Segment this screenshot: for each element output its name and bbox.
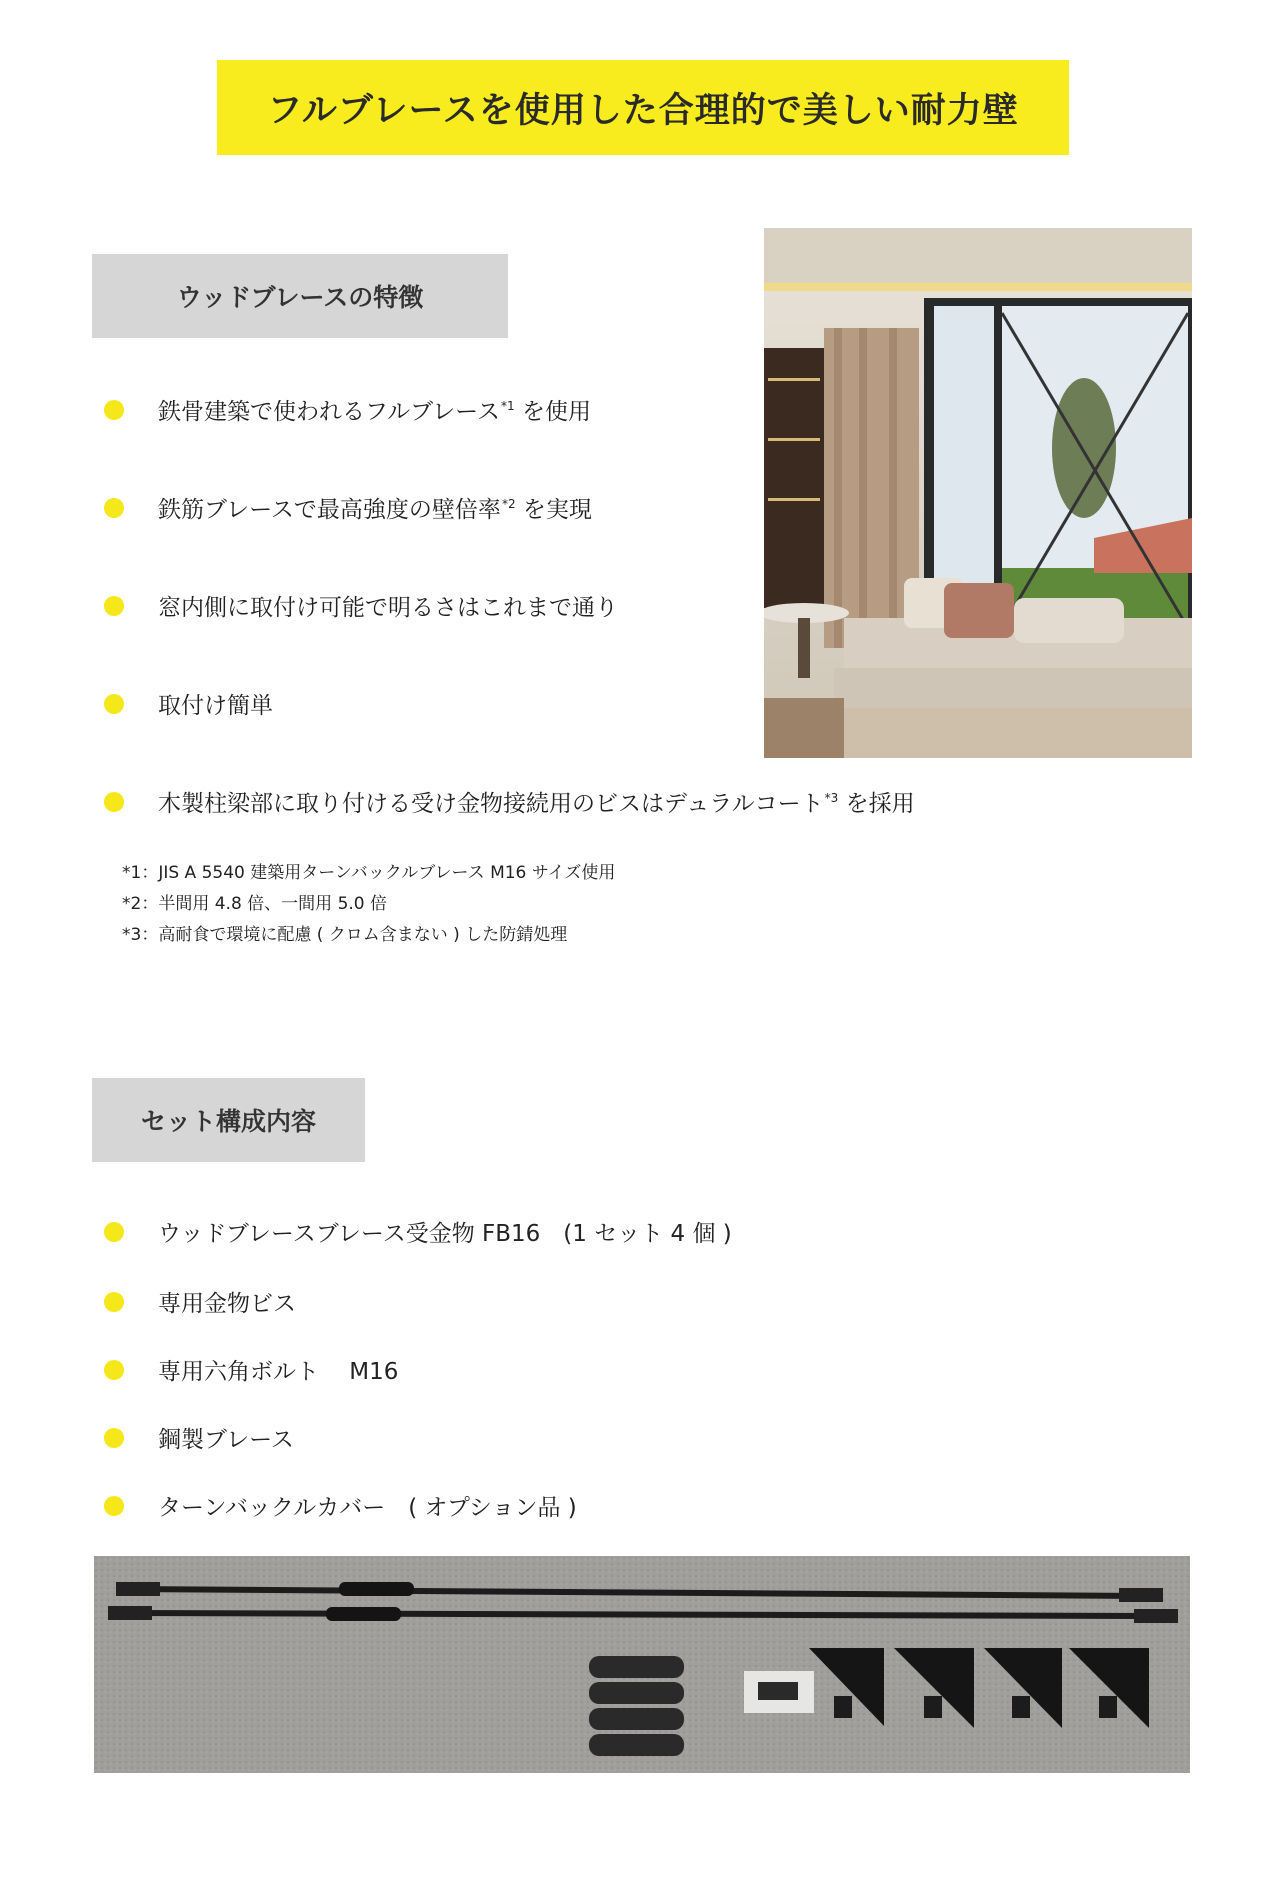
brace-kit-photo (94, 1556, 1190, 1773)
list-item (104, 687, 273, 720)
footnote-2: *2：半間用 4.8 倍、一間用 5.0 倍 (122, 894, 388, 914)
footnote-3: *3：高耐食で環境に配慮 ( クロム含まない ) した防錆処理 (122, 925, 568, 945)
features-heading-label: ウッドブレースの特徴 (176, 283, 424, 312)
bullet-dot (104, 694, 124, 714)
bullet-dot (104, 1292, 124, 1312)
set-item-text: ウッドブレースブレース受金物 FB16 (1 セット 4 個 ) (158, 1221, 732, 1247)
footnote-1: *1：JIS A 5540 建築用ターンバックルブレース M16 サイズ使用 (122, 863, 616, 883)
bullet-dot (104, 498, 124, 518)
list-item (104, 1421, 294, 1454)
list-item (104, 1489, 577, 1522)
bullet-dot (104, 792, 124, 812)
bullet-dot (104, 596, 124, 616)
living-room-photo (764, 228, 1192, 758)
list-item (104, 1353, 398, 1386)
footnotes (122, 858, 615, 951)
bullet-dot (104, 1428, 124, 1448)
bullet-dot (104, 1222, 124, 1242)
feature-text: 取付け簡単 (158, 693, 273, 719)
feature-text: 鉄骨建築で使われるフルブレース$^{*1}$ を使用 (158, 399, 591, 425)
set-contents-heading-label: セット構成内容 (140, 1107, 316, 1136)
bullet-dot (104, 1360, 124, 1380)
set-item-text: 専用六角ボルト M16 (158, 1359, 399, 1385)
list-item (104, 589, 618, 622)
list-item (104, 393, 591, 426)
set-item-text: ターンバックルカバー ( オプション品 ) (158, 1495, 577, 1521)
list-item (104, 1215, 732, 1248)
page-title-banner (217, 60, 1069, 155)
list-item (104, 491, 592, 524)
bullet-dot (104, 400, 124, 420)
brace-kit-illustration (94, 1556, 1190, 1773)
set-contents-heading (92, 1078, 365, 1162)
feature-text: 鉄筋ブレースで最高強度の壁倍率$^{*2}$ を実現 (158, 497, 592, 523)
feature-text: 木製柱梁部に取り付ける受け金物接続用のビスはデュラルコート$^{*3}$ を採用 (158, 791, 915, 817)
living-room-illustration (764, 228, 1192, 758)
page-title: フルブレースを使用した合理的で美しい耐力壁 (267, 90, 1019, 131)
set-item-text: 鋼製ブレース (158, 1427, 294, 1453)
bullet-dot (104, 1496, 124, 1516)
features-heading (92, 254, 508, 338)
list-item (104, 1285, 296, 1318)
feature-text: 窓内側に取付け可能で明るさはこれまで通り (158, 595, 618, 621)
list-item (104, 785, 915, 818)
set-item-text: 専用金物ビス (158, 1291, 296, 1317)
